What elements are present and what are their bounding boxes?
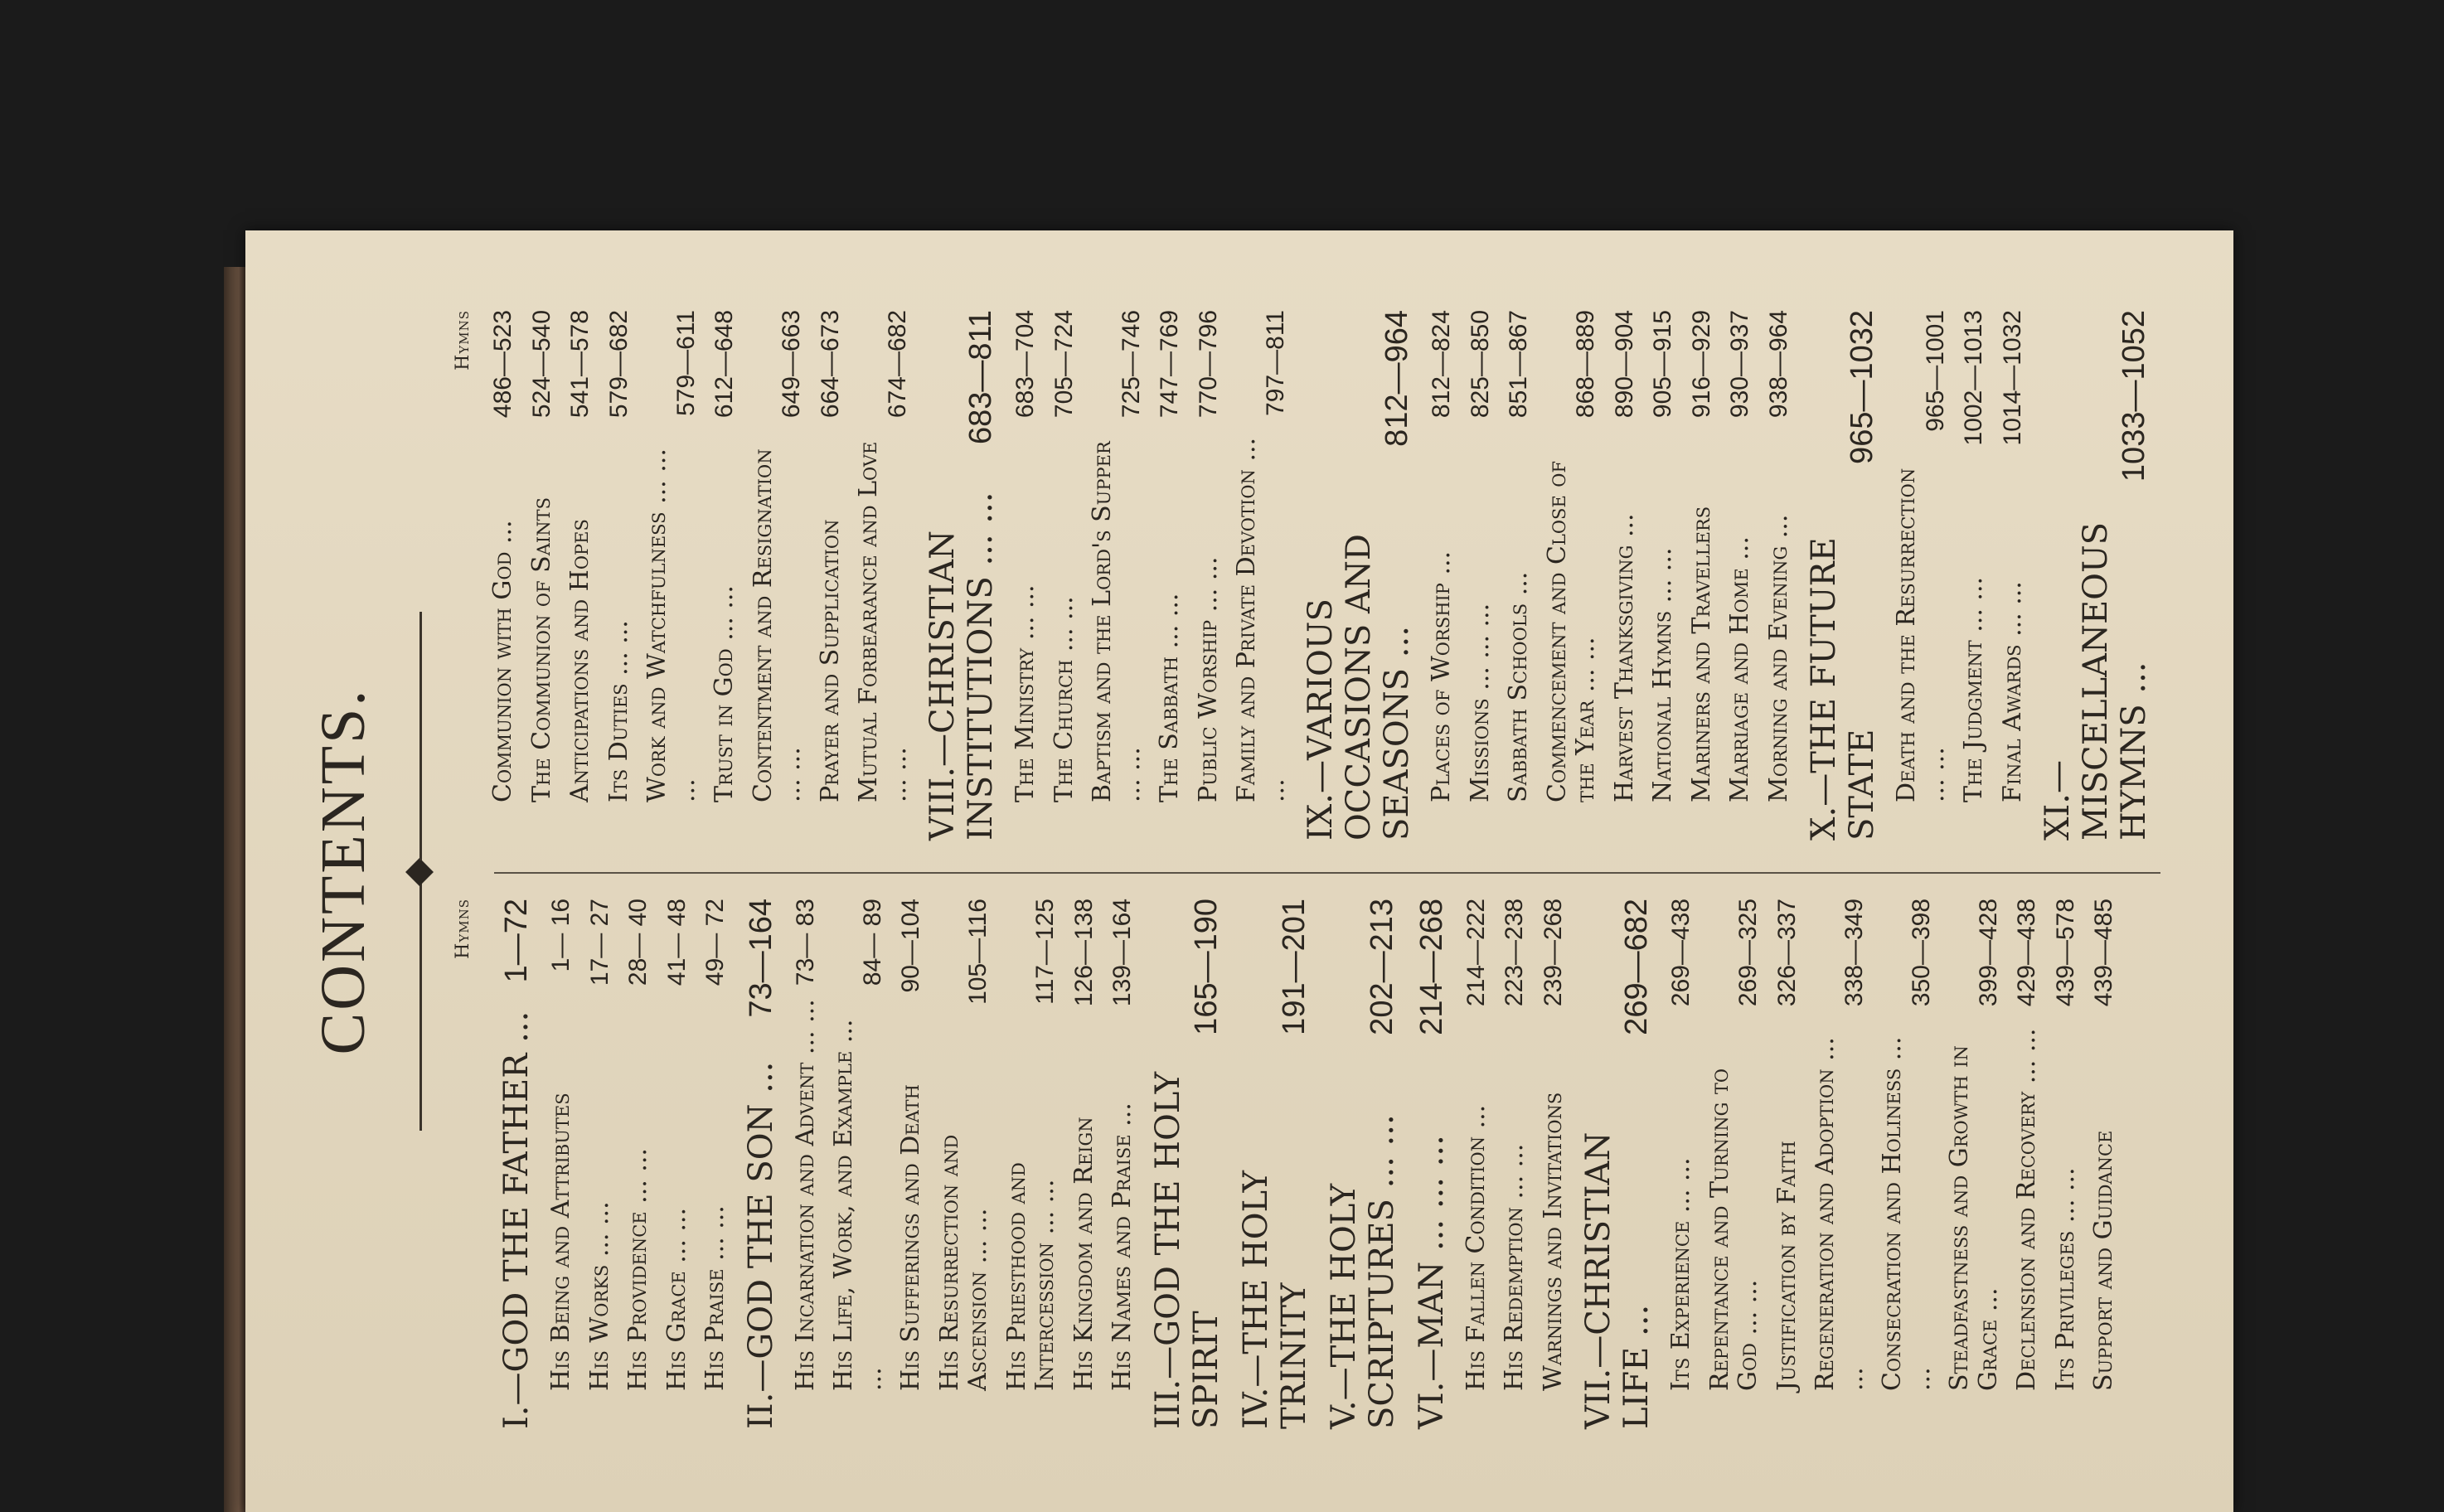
hymn-range: 851—867 — [1505, 310, 1532, 419]
contents-section-entry — [1413, 899, 1451, 1429]
title-ornament — [405, 579, 438, 1164]
hymn-range: 73— 83 — [791, 899, 819, 986]
hymn-range: 541—578 — [566, 310, 594, 419]
contents-subsection-entry — [1544, 310, 1601, 841]
entry-label: Death and the Resurrection ... ... — [1892, 468, 1950, 802]
entry-label: Consecration and Holiness ... ... — [1878, 1036, 1936, 1391]
entry-label: II.—GOD THE SON ... — [741, 1061, 780, 1429]
contents-subsection-entry — [1050, 310, 1079, 841]
contents-subsection-entry — [1195, 310, 1224, 841]
contents-subsection-entry — [1649, 310, 1678, 841]
contents-subsection-entry — [489, 310, 518, 841]
contents-subsection-entry — [1726, 310, 1755, 841]
contents-subsection-entry — [1070, 899, 1099, 1429]
entry-label: Missions ... ... ... — [1465, 603, 1495, 802]
entry-label: His Works ... ... — [584, 1201, 614, 1391]
hymn-range: 524—540 — [527, 310, 555, 419]
entry-label: VII.—CHRISTIAN LIFE ... — [1579, 1132, 1656, 1429]
hymn-range: 1033—1052 — [2117, 310, 2152, 482]
hymn-range: 326—337 — [1772, 899, 1801, 1007]
entry-label: Warnings and Invitations — [1538, 1092, 1568, 1391]
contents-subsection-entry — [1667, 899, 1696, 1429]
entry-label: Contentment and Resignation ... ... — [748, 448, 806, 802]
entry-label: Harvest Thanksgiving ... — [1609, 513, 1639, 802]
hymn-range: 338—349 — [1840, 899, 1868, 1007]
contents-subsection-entry — [2052, 899, 2081, 1429]
entry-label: Justification by Faith — [1772, 1141, 1801, 1391]
contents-subsection-entry — [1011, 310, 1040, 841]
contents-section-entry — [742, 899, 780, 1429]
hymn-range: 105—116 — [964, 899, 992, 1005]
contents-subsection-entry — [1467, 310, 1496, 841]
book-page — [245, 230, 2233, 1512]
entry-label: Communion with God ... — [488, 520, 517, 802]
entry-label: VI.—MAN ... ... ... — [1412, 1135, 1451, 1429]
contents-subsection-entry — [1501, 899, 1530, 1429]
entry-label: His Names and Praise ... — [1108, 1102, 1137, 1391]
contents-subsection-entry — [1428, 310, 1457, 841]
contents-subsection-entry — [1108, 899, 1137, 1429]
hymn-range: 269—682 — [1619, 899, 1655, 1035]
hymn-range: 214—222 — [1462, 899, 1490, 1007]
entry-label: Repentance and Turning to God ... ... — [1704, 1068, 1763, 1391]
entry-label: Anticipations and Hopes — [565, 519, 594, 802]
contents-subsection-entry — [1462, 899, 1491, 1429]
contents-subsection-entry — [605, 310, 634, 841]
contents-section-entry — [924, 310, 1000, 841]
entry-label: XI.—MISCELLANEOUS HYMNS ... — [2039, 521, 2153, 841]
entry-label: Support and Guidance — [2089, 1130, 2118, 1391]
hymn-range: 117—125 — [1031, 899, 1059, 1005]
hymn-range: 965—1032 — [1845, 310, 1880, 464]
hymn-range: 916—929 — [1687, 310, 1715, 419]
contents-subsection-entry — [663, 899, 692, 1429]
entry-label: His Grace ... ... — [662, 1207, 691, 1391]
contents-subsection-entry — [643, 310, 701, 841]
contents-subsection-entry — [749, 310, 807, 841]
hymn-range: 399—428 — [1974, 899, 2002, 1007]
hymn-range: 28— 40 — [624, 899, 652, 986]
ornament-rule-left — [419, 882, 422, 1131]
entry-label: National Hymns ... ... — [1648, 547, 1677, 802]
entry-label: Prayer and Supplication — [815, 519, 845, 802]
entry-label: IV.—THE HOLY TRINITY — [1236, 1170, 1313, 1429]
contents-subsection-entry — [1879, 899, 1936, 1429]
hymn-range: 825—850 — [1466, 310, 1494, 419]
contents-subsection-entry — [817, 310, 846, 841]
hymn-range: 139—164 — [1108, 899, 1136, 1007]
contents-subsection-entry — [855, 310, 912, 841]
contents-subsection-entry — [2013, 899, 2042, 1429]
contents-subsection-entry — [2090, 899, 2119, 1429]
contents-section-entry — [2039, 310, 2153, 841]
entry-label: V.—THE HOLY SCRIPTURES ... ... — [1324, 1114, 1401, 1429]
hymn-range: 202—213 — [1364, 899, 1399, 1035]
entry-label: Mutual Forbearance and Love ... ... — [854, 441, 912, 802]
contents-list-left — [497, 899, 2119, 1429]
column-divider — [494, 872, 2160, 874]
contents-section-entry — [1579, 899, 1656, 1429]
contents-subsection-entry — [1773, 899, 1802, 1429]
entry-label: III.—GOD THE HOLY SPIRIT — [1148, 1071, 1225, 1429]
entry-label: Public Worship ... ... — [1193, 556, 1223, 802]
contents-section-entry — [1805, 310, 1881, 841]
hymn-range: 1— 16 — [547, 899, 575, 972]
hymn-range: 747—769 — [1156, 310, 1183, 419]
hymn-range: 612—648 — [710, 310, 738, 419]
hymn-range: 725—746 — [1117, 310, 1145, 419]
page-title: CONTENTS. — [308, 687, 378, 1055]
entry-label: Steadfastness and Growth in Grace ... — [1945, 1045, 2003, 1391]
contents-subsection-entry — [624, 899, 653, 1429]
hymn-range: 41— 48 — [662, 899, 691, 986]
entry-label: Its Duties ... ... — [604, 620, 633, 802]
hymn-range: 965—1001 — [1921, 310, 1949, 432]
contents-subsection-entry — [1999, 310, 2028, 841]
contents-subsection-entry — [566, 310, 595, 841]
entry-label: Marriage and Home ... — [1725, 536, 1754, 802]
hymn-range: 938—964 — [1764, 310, 1792, 419]
contents-subsection-entry — [1688, 310, 1717, 841]
contents-subsection-entry — [1960, 310, 1989, 841]
hymn-range: 223—238 — [1501, 899, 1528, 1007]
entry-label: The Church ... ... — [1049, 596, 1079, 802]
entry-label: His Incarnation and Advent ... ... — [790, 999, 820, 1391]
hymn-range: 664—673 — [816, 310, 844, 419]
contents-subsection-entry — [1505, 310, 1534, 841]
entry-label: Commencement and Close of the Year ... ... — [1542, 460, 1600, 802]
hymn-range: 214—268 — [1414, 899, 1449, 1035]
hymn-range: 239—268 — [1539, 899, 1567, 1007]
contents-column-right — [453, 310, 2165, 841]
entry-label: His Being and Attributes — [546, 1093, 575, 1391]
hymns-column-heading: Hymns — [453, 899, 473, 959]
entry-label: His Priesthood and Intercession ... ... — [1001, 1162, 1060, 1391]
hymn-range: 1—72 — [499, 899, 535, 983]
entry-label: The Judgment ... ... — [1959, 576, 1988, 802]
contents-section-entry — [1302, 310, 1416, 841]
contents-subsection-entry — [701, 899, 730, 1429]
hymn-range: 1002—1013 — [1960, 310, 1987, 446]
hymn-range: 770—796 — [1194, 310, 1222, 419]
contents-subsection-entry — [1003, 899, 1060, 1429]
contents-subsection-entry — [710, 310, 740, 841]
contents-subsection-entry — [1946, 899, 2003, 1429]
hymn-range: 429—438 — [2013, 899, 2040, 1007]
contents-subsection-entry — [792, 899, 821, 1429]
entry-label: His Providence ... ... — [623, 1148, 652, 1391]
entry-label: Sabbath Schools ... — [1504, 571, 1533, 802]
hymn-range: 84— 89 — [858, 899, 886, 986]
hymn-range: 812—964 — [1380, 310, 1415, 447]
hymn-range: 1014—1032 — [1998, 310, 2026, 446]
entry-label: His Sufferings and Death — [896, 1084, 925, 1391]
contents-section-entry — [497, 899, 536, 1429]
hymn-range: 191—201 — [1276, 899, 1312, 1035]
entry-label: Family and Private Devotion ... ... — [1232, 437, 1290, 802]
contents-list-right — [489, 310, 2153, 841]
entry-label: Morning and Evening ... — [1763, 514, 1793, 802]
hymn-range: 890—904 — [1610, 310, 1638, 419]
contents-subsection-entry — [1611, 310, 1640, 841]
contents-subsection-entry — [586, 899, 615, 1429]
contents-subsection-entry — [1765, 310, 1794, 841]
hymns-column-heading: Hymns — [453, 310, 473, 371]
contents-subsection-entry — [1540, 899, 1569, 1429]
entry-label: Baptism and the Lord's Supper ... ... — [1088, 441, 1146, 802]
contents-subsection-entry — [897, 899, 926, 1429]
contents-subsection-entry — [1233, 310, 1290, 841]
contents-subsection-entry — [1893, 310, 1950, 841]
hymn-range: 705—724 — [1050, 310, 1078, 419]
entry-label: Trust in God ... ... — [710, 585, 739, 802]
hymn-range: 126—138 — [1069, 899, 1098, 1007]
diamond-ornament-icon — [405, 858, 434, 886]
hymn-range: 905—915 — [1649, 310, 1676, 419]
hymn-range: 812—824 — [1428, 310, 1455, 419]
entry-label: X.—THE FUTURE STATE — [1805, 537, 1881, 841]
hymn-range: 439—578 — [2051, 899, 2079, 1007]
contents-section-entry — [1237, 899, 1313, 1429]
contents-section-entry — [1149, 899, 1225, 1429]
hymn-range: 90—104 — [897, 899, 924, 993]
hymn-range: 579—682 — [604, 310, 633, 419]
hymn-range: 269—438 — [1667, 899, 1695, 1007]
entry-label: Work and Watchfulness ... ... ... — [643, 448, 701, 802]
contents-subsection-entry — [528, 310, 557, 841]
entry-label: Declension and Recovery ... ... — [2012, 1028, 2041, 1391]
hymn-range: 73—164 — [743, 899, 778, 1018]
entry-label: Final Awards ... ... — [1997, 581, 2027, 802]
entry-label: The Ministry ... ... — [1011, 584, 1040, 802]
hymn-range: 649—663 — [778, 310, 805, 419]
hymn-range: 683—811 — [963, 310, 999, 444]
entry-label: Its Privileges ... ... — [2050, 1167, 2080, 1391]
entry-label: Mariners and Travellers — [1686, 506, 1716, 802]
ornament-rule-right — [419, 612, 422, 860]
contents-subsection-entry — [830, 899, 887, 1429]
entry-label: VIII.—CHRISTIAN INSTITUTIONS ... ... — [924, 492, 1000, 841]
entry-label: The Communion of Saints — [526, 497, 556, 802]
hymn-range: 350—398 — [1907, 899, 1935, 1007]
hymn-range: 674—682 — [883, 310, 911, 419]
contents-page-rotated — [245, 230, 2233, 1512]
hymn-range: 439—485 — [2090, 899, 2117, 1007]
entry-label: I.—GOD THE FATHER ... — [497, 1010, 536, 1429]
hymn-range: 165—190 — [1188, 899, 1224, 1035]
hymn-range: 683—704 — [1011, 310, 1039, 419]
hymn-range: 868—889 — [1572, 310, 1599, 419]
contents-column-left — [453, 899, 2129, 1429]
entry-label: Places of Worship ... — [1427, 550, 1456, 802]
hymn-range: 797—811 — [1261, 310, 1289, 416]
entry-label: His Redemption ... ... — [1500, 1143, 1529, 1391]
contents-subsection-entry — [1156, 310, 1185, 841]
entry-label: His Kingdom and Reign — [1069, 1117, 1098, 1391]
entry-label: IX.—VARIOUS OCCASIONS AND SEASONS ... — [1302, 534, 1416, 841]
contents-subsection-entry — [936, 899, 993, 1429]
hymn-range: 579—611 — [672, 310, 700, 416]
contents-section-entry — [1325, 899, 1401, 1429]
contents-subsection-entry — [1706, 899, 1763, 1429]
entry-label: Regeneration and Adoption ... ... — [1811, 1037, 1869, 1391]
entry-label: His Praise ... ... — [701, 1205, 730, 1391]
entry-label: The Sabbath ... ... — [1155, 593, 1184, 802]
hymn-range: 49— 72 — [701, 899, 729, 986]
entry-label: Its Experience ... ... — [1666, 1157, 1695, 1391]
hymn-range: 486—523 — [489, 310, 516, 419]
entry-label: His Life, Work, and Example ... ... — [829, 1019, 887, 1391]
contents-subsection-entry — [547, 899, 576, 1429]
entry-label: His Resurrection and Ascension ... ... — [934, 1134, 992, 1391]
hymn-range: 930—937 — [1726, 310, 1753, 419]
entry-label: His Fallen Condition ... — [1461, 1104, 1491, 1391]
contents-subsection-entry — [1811, 899, 1869, 1429]
hymn-range: 269—325 — [1734, 899, 1762, 1007]
contents-subsection-entry — [1089, 310, 1146, 841]
hymn-range: 17— 27 — [585, 899, 613, 986]
